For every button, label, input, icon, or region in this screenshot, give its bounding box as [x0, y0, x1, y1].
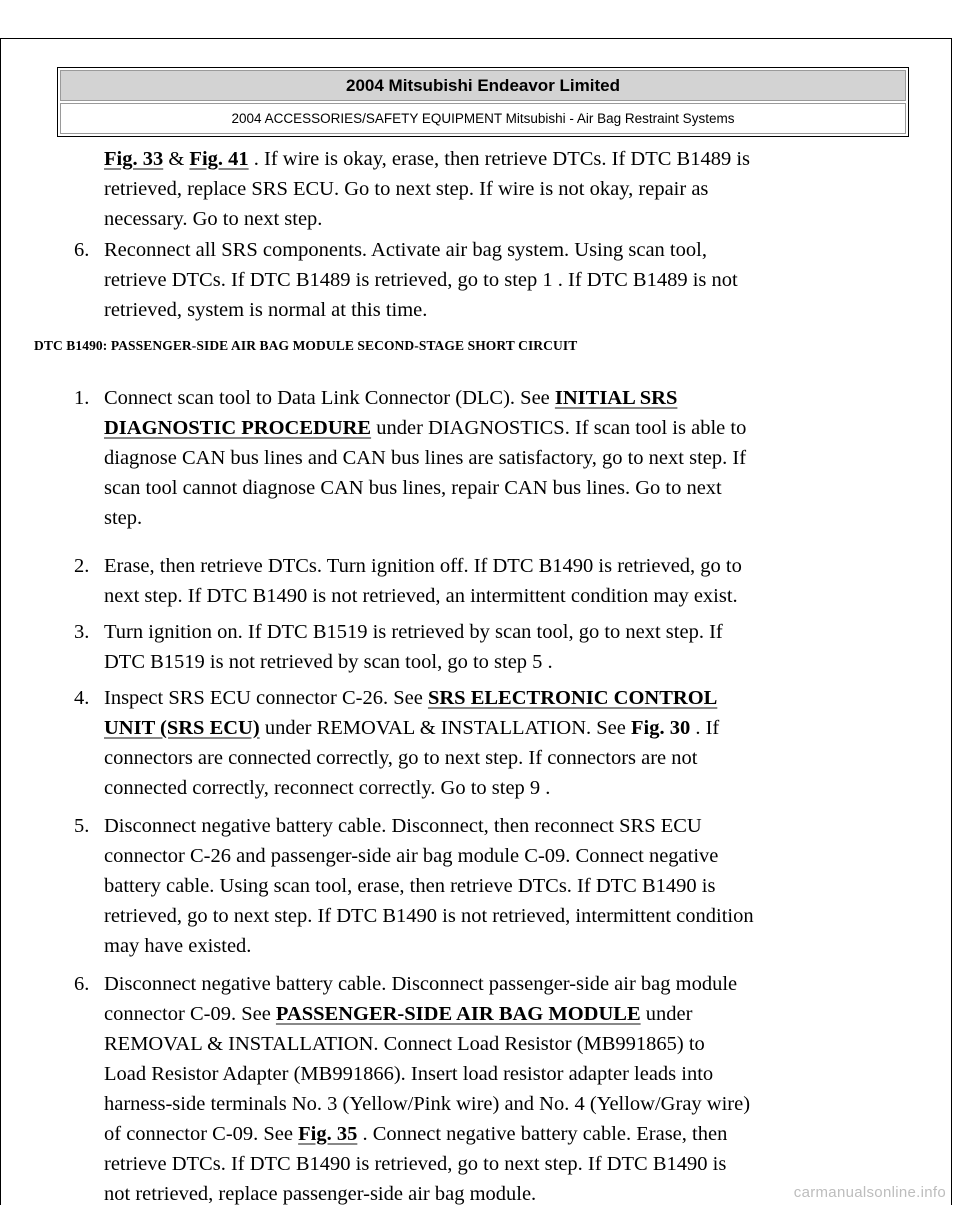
step-number: 6.: [74, 973, 90, 995]
text-fragment: under DIAGNOSTICS. If scan tool is able to: [371, 417, 747, 439]
fig-33-link[interactable]: Fig. 33: [104, 148, 164, 170]
text-fragment: . If wire is okay, erase, then retrieve DTCs. If DTC B1489 is: [248, 148, 750, 170]
prev-step-line: [104, 145, 904, 174]
page-border-right: [951, 38, 952, 1205]
step-number: 5.: [74, 815, 90, 837]
step-number: 2.: [74, 555, 90, 577]
step4-line: connectors are connected correctly, go to next step. If connectors are not: [104, 747, 698, 769]
text-fragment: of connector C-09. See: [104, 1123, 299, 1145]
step1-line: scan tool cannot diagnose CAN bus lines, repair CAN bus lines. Go to next: [104, 477, 722, 499]
passenger-side-air-bag-module-link[interactable]: PASSENGER-SIDE AIR BAG MODULE: [275, 1003, 641, 1025]
step2-line: next step. If DTC B1490 is not retrieved, an intermittent condition may exist.: [104, 585, 738, 607]
step3-line: Turn ignition on. If DTC B1519 is retrieved by scan tool, go to next step. If: [104, 621, 723, 643]
section-subtitle: 2004 ACCESSORIES/SAFETY EQUIPMENT Mitsubishi - Air Bag Restraint Systems: [60, 103, 906, 134]
watermark: carmanualsonline.info: [793, 1184, 946, 1201]
step-number: 6.: [74, 239, 90, 261]
text-fragment: under: [640, 1003, 693, 1025]
step3-line: DTC B1519 is not retrieved by scan tool, go to step 5 .: [104, 651, 553, 673]
initial-srs-link[interactable]: INITIAL SRS: [554, 387, 678, 409]
prev-step6-line: retrieved, system is normal at this time.: [104, 299, 428, 321]
srs-electronic-control-link[interactable]: SRS ELECTRONIC CONTROL: [427, 687, 718, 709]
srs-ecu-link[interactable]: UNIT (SRS ECU): [104, 717, 260, 739]
step1-line: [104, 414, 904, 443]
document-header: [57, 67, 909, 137]
diagnostic-procedure-link[interactable]: DIAGNOSTIC PROCEDURE: [104, 417, 372, 439]
text-fragment: under REMOVAL & INSTALLATION. See: [259, 717, 631, 739]
text-fragment: Connect scan tool to Data Link Connector (DLC). See: [104, 387, 555, 409]
step-number: 3.: [74, 621, 90, 643]
step1-line: step.: [104, 507, 143, 529]
step1-line: [104, 384, 904, 413]
step4-line: connected correctly, reconnect correctly. Go to step 9 .: [104, 777, 551, 799]
step6-line: Load Resistor Adapter (MB991866). Insert load resistor adapter leads into: [104, 1063, 714, 1085]
step4-line: [104, 684, 904, 713]
prev-step6-line: retrieve DTCs. If DTC B1489 is retrieved, go to step 1 . If DTC B1489 is not: [104, 269, 738, 291]
fig-35-link[interactable]: Fig. 35: [298, 1123, 358, 1145]
text-fragment: &: [163, 148, 190, 170]
step5-line: battery cable. Using scan tool, erase, then retrieve DTCs. If DTC B1490 is: [104, 875, 716, 897]
step5-line: connector C-26 and passenger-side air bag module C-09. Connect negative: [104, 845, 719, 867]
text-fragment: connector C-09. See: [104, 1003, 276, 1025]
vehicle-title: 2004 Mitsubishi Endeavor Limited: [60, 70, 906, 101]
page-border-top: [0, 38, 952, 39]
step-number: 1.: [74, 387, 90, 409]
step5-line: may have existed.: [104, 935, 252, 957]
page-border-left: [0, 38, 1, 1205]
step2-line: Erase, then retrieve DTCs. Turn ignition off. If DTC B1490 is retrieved, go to: [104, 555, 742, 577]
prev-step-line: retrieved, replace SRS ECU. Go to next step. If wire is not okay, repair as: [104, 178, 709, 200]
prev-step-line: necessary. Go to next step.: [104, 208, 323, 230]
step5-line: Disconnect negative battery cable. Disconnect, then reconnect SRS ECU: [104, 815, 702, 837]
step6-line: retrieve DTCs. If DTC B1490 is retrieved, go to next step. If DTC B1490 is: [104, 1153, 727, 1175]
text-fragment: Inspect SRS ECU connector C-26. See: [104, 687, 428, 709]
text-fragment: . If: [690, 717, 720, 739]
step5-line: retrieved, go to next step. If DTC B1490 is not retrieved, intermittent condition: [104, 905, 754, 927]
step6-line: [104, 1120, 904, 1149]
fig-30-link[interactable]: Fig. 30: [631, 717, 691, 739]
step6-line: not retrieved, replace passenger-side air bag module.: [104, 1183, 537, 1205]
section-heading: DTC B1490: PASSENGER-SIDE AIR BAG MODULE SECOND-STAGE SHORT CIRCUIT: [34, 338, 578, 353]
prev-step6-line: Reconnect all SRS components. Activate air bag system. Using scan tool,: [104, 239, 707, 261]
step6-line: Disconnect negative battery cable. Disconnect passenger-side air bag module: [104, 973, 738, 995]
step4-line: [104, 714, 904, 743]
text-fragment: . Connect negative battery cable. Erase, then: [357, 1123, 728, 1145]
step6-line: REMOVAL & INSTALLATION. Connect Load Resistor (MB991865) to: [104, 1033, 705, 1055]
step6-line: [104, 1000, 904, 1029]
step1-line: diagnose CAN bus lines and CAN bus lines are satisfactory, go to next step. If: [104, 447, 747, 469]
step-number: 4.: [74, 687, 90, 709]
fig-41-link[interactable]: Fig. 41: [189, 148, 249, 170]
step6-line: harness-side terminals No. 3 (Yellow/Pink wire) and No. 4 (Yellow/Gray wire): [104, 1093, 751, 1115]
